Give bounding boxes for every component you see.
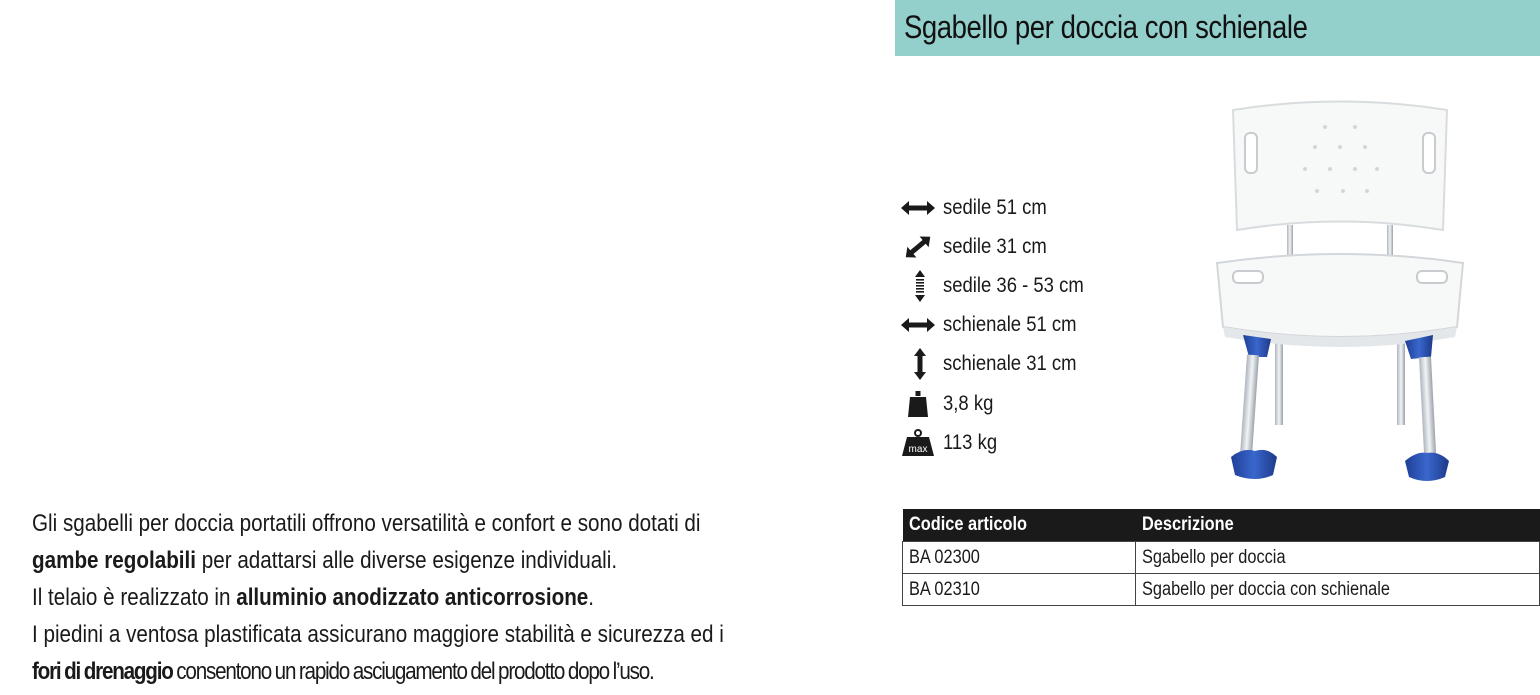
max-badge-text: max xyxy=(908,444,928,455)
spec-text: sedile 31 cm xyxy=(943,235,1047,258)
table-row xyxy=(903,542,1540,574)
column-header-code: Codice articolo xyxy=(903,509,1136,542)
page-title: Sgabello per doccia con schienale xyxy=(904,9,1308,45)
table-header-row xyxy=(903,509,1540,542)
table-cell-description: Sgabello per doccia xyxy=(1136,542,1540,574)
vertical-height-arrow-icon xyxy=(900,348,938,380)
spec-item xyxy=(900,192,1200,224)
table-cell-description: Sgabello per doccia con schienale xyxy=(1136,574,1540,606)
product-description xyxy=(32,505,992,690)
shower-stool-image xyxy=(1205,85,1475,490)
spec-item xyxy=(900,231,1200,263)
table-cell-code: BA 02310 xyxy=(903,574,1136,606)
diagonal-depth-arrow-icon xyxy=(900,231,938,263)
spec-text: sedile 51 cm xyxy=(943,196,1047,219)
table-cell-code: BA 02300 xyxy=(903,542,1136,574)
spec-item xyxy=(900,309,1200,341)
table-row xyxy=(903,574,1540,606)
column-header-description: Descrizione xyxy=(1136,509,1540,542)
horizontal-width-arrow-icon xyxy=(900,309,938,341)
title-bar xyxy=(895,0,1540,56)
weight-icon xyxy=(900,388,938,420)
spec-text: schienale 31 cm xyxy=(943,352,1077,375)
max-load-weight-icon xyxy=(900,427,938,459)
spec-item xyxy=(900,270,1200,302)
adjustable-height-arrow-icon xyxy=(900,270,938,302)
spec-item xyxy=(900,427,1200,459)
description-line: Il telaio è realizzato in alluminio anodizzato anticorrosione. xyxy=(32,584,595,611)
spec-text: 3,8 kg xyxy=(943,392,994,415)
spec-item xyxy=(900,348,1200,380)
description-line: gambe regolabili per adattarsi alle diverse esigenze individuali. xyxy=(32,547,618,574)
description-line: Gli sgabelli per doccia portatili offrono versatilità e confort e sono dotati di xyxy=(32,510,701,537)
spec-text: 113 kg xyxy=(943,431,998,454)
spec-text: sedile 36 - 53 cm xyxy=(943,274,1084,297)
product-code-table xyxy=(902,509,1540,606)
horizontal-width-arrow-icon xyxy=(900,192,938,224)
description-line: fori di drenaggio consentono un rapido asciugamento del prodotto dopo l’uso. xyxy=(32,658,654,685)
description-line: I piedini a ventosa plastificata assicurano maggiore stabilità e sicurezza ed i xyxy=(32,621,724,648)
spec-item xyxy=(900,388,1200,420)
spec-text: schienale 51 cm xyxy=(943,313,1077,336)
